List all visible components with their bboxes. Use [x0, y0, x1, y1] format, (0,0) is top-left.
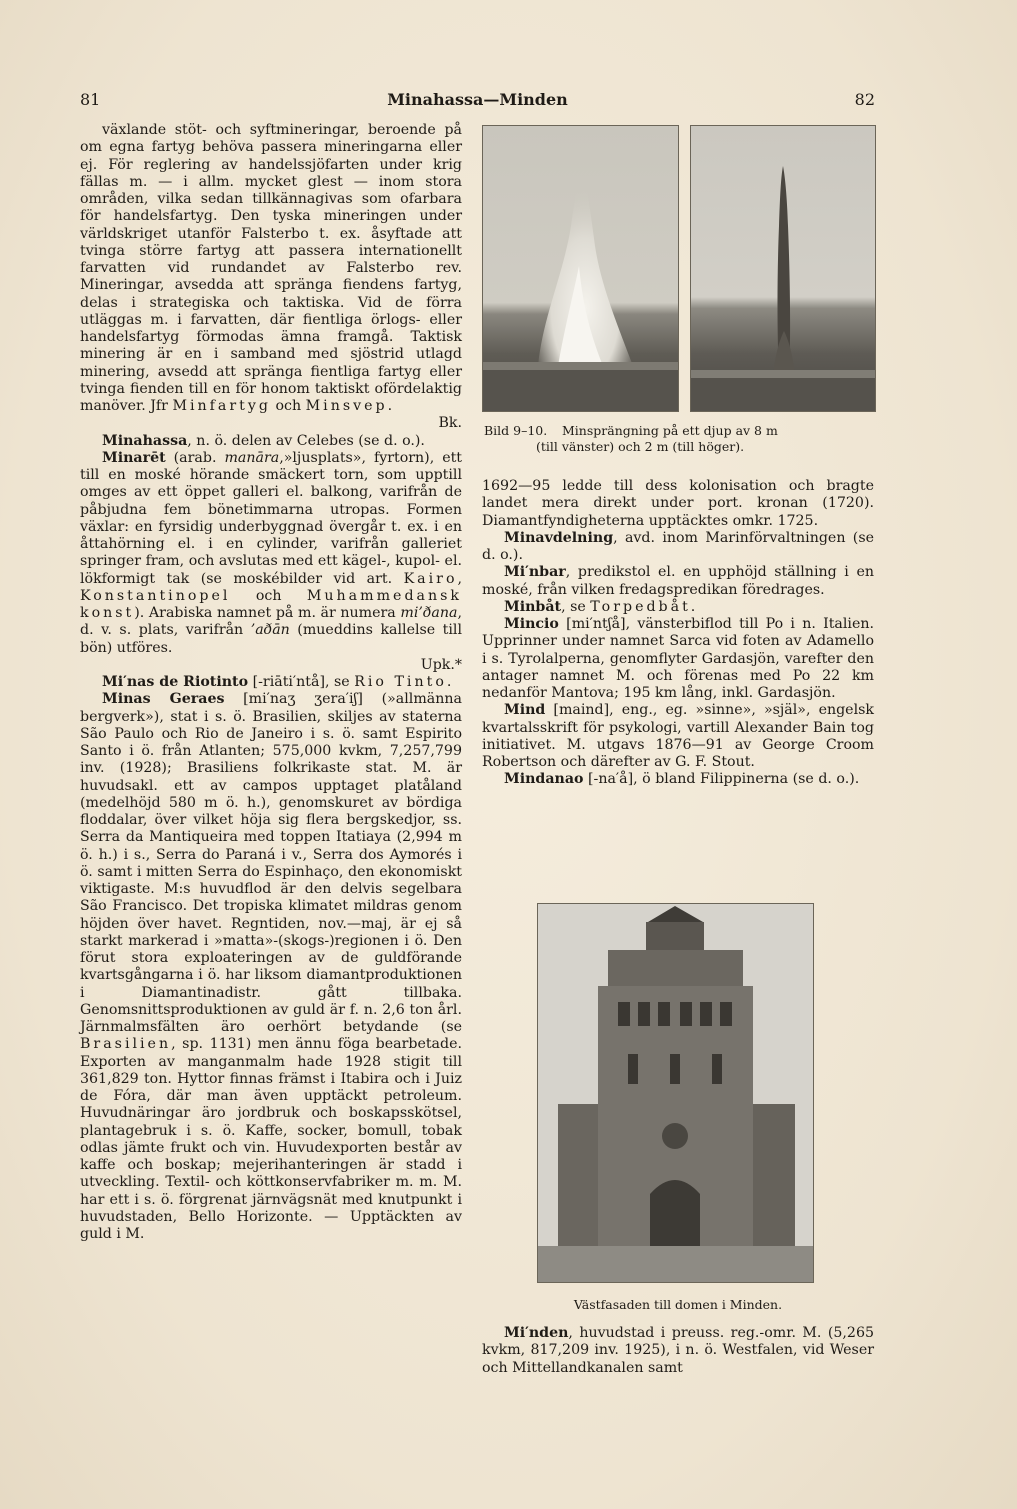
- text-run: ,: [457, 570, 462, 587]
- text-run: och: [230, 587, 307, 604]
- paragraph-p2: [80, 433, 462, 450]
- entry-headword: Mincio: [504, 616, 559, 632]
- running-head: Minahassa—Minden: [387, 90, 568, 109]
- paragraph-r6: [482, 702, 874, 771]
- paragraph-r7: [482, 771, 874, 788]
- right-column: [482, 478, 874, 789]
- text-run: , predikstol el. en upphöjd ställning i en moské, från vilken fredagspredikan föredrages.: [482, 564, 874, 598]
- paragraph-p3: [80, 450, 462, 674]
- cross-reference: Konstantinopel: [80, 587, 231, 604]
- explosion-wide-illustration: [483, 126, 678, 411]
- text-run: [mi′ntʃå], vänsterbiflod till Po i n. Italien. Upprinner under namnet Sarca vid foten av Adamello i s. Tyrolalperna, genomflyter Gardasjön, varefter den antager namnet M. och förenas med Po 22 km nedanför Mantova; 195 km lång, inkl. Gardasjön.: [482, 616, 874, 701]
- page-header: [80, 90, 875, 116]
- paragraph-r5: [482, 616, 874, 702]
- cross-reference: Kairo: [403, 570, 458, 587]
- cross-reference: Brasilien: [80, 1036, 172, 1053]
- left-column: [80, 122, 462, 1243]
- paragraph-r4: [482, 599, 874, 616]
- cross-reference: Rio Tinto: [354, 674, 447, 690]
- page-number-right: 82: [854, 90, 875, 109]
- entry-headword: Mind: [504, 702, 546, 719]
- paragraph-r1: [482, 478, 874, 530]
- text-run: , n. ö. delen av Celebes (se d. o.).: [187, 432, 425, 449]
- entry-headword: Mi′nas de Riotinto: [102, 674, 249, 690]
- text-run: [mai̇nd], eng., eg. »sinne», »själ», engelsk kvartalsskrift för psykologi, vartill Alexander Bain tog initiativet. M. utgavs 1876—91 av George Croom Robertson och därefter av G. F. Stout.: [482, 702, 874, 770]
- text-run: .: [446, 674, 452, 690]
- text-run: [mi′naʒ ʒera′iʃ] (»allmänna bergverk»), stat i s. ö. Brasilien, skiljes av staterna São Paulo och Rio de Janeiro i s. ö. samt Espirito Santo i ö. från Atlanten; 575,000 kvkm, 7,257,799 inv. (1928); Brasiliens folkrikaste stat. M. är huvudsakl. ett av campos upptaget platåland (medelhöjd 580 m ö. h.), genomskuret av bördiga floddalar, över vilket höja sig flera bergskedjor, ss. Serra da Mantiqueira med toppen Itatiaya (2,994 m ö. h.) i s., Serra do Paraná i v., Serra dos Aymorés i ö. samt i mitten Serra do Espinhaço, den ekonomiskt viktigaste. M:s huvudflod är den delvis segelbara São Francisco. Det tropiska klimatet mildras genom höjden över havet. Regntiden, nov.—maj, är ej så starkt markerad i »matta»-(skogs-)regionen i ö. Den förut stora exploateringen av de guldförande kvartsgångarna i ö. har liksom diamantproduktionen i Diamantinadistr. gått tillbaka. Genomsnittsproduktionen av guld är f. n. 2,6 ton årl. Järnmalmsfälten äro oerhört betydande (se: [80, 691, 462, 1035]
- text-run: (arab.: [165, 449, 225, 466]
- photo-mine-explosion-8m: [482, 125, 679, 412]
- right-column-bottom: [482, 1325, 874, 1377]
- text-run: manāra: [224, 449, 280, 466]
- page-number-left: 81: [80, 90, 101, 109]
- text-run: .: [690, 598, 696, 615]
- paragraph-p1: [80, 122, 462, 433]
- paragraph-r2: [482, 530, 874, 565]
- entry-headword: Minbåt: [504, 598, 562, 615]
- figure-caption-line-2: (till vänster) och 2 m (till höger).: [536, 439, 745, 454]
- paragraph-rb1: [482, 1325, 874, 1377]
- entry-headword: Minas Geraes: [102, 691, 225, 708]
- cross-reference: Minsvep: [305, 398, 388, 414]
- photo-mine-explosion-2m: [690, 125, 876, 412]
- cross-reference: Muhammedansk konst: [80, 587, 462, 621]
- text-run: [-riāti′ntå], se: [248, 674, 355, 690]
- figure-caption-explosions: [484, 423, 876, 455]
- author-signature: Upk.*: [420, 656, 462, 673]
- text-run: .: [387, 398, 393, 414]
- entry-headword: Mindanao: [504, 771, 584, 788]
- text-run: ). Arabiska namnet på m. är numera: [134, 605, 401, 621]
- entry-headword: Mi′nbar: [504, 564, 566, 581]
- text-run: växlande stöt- och syftmineringar, beroende på om egna fartyg behöva passera mineringarna eller ej. För reglering av handelssjöfarten under krig fällas m. — i allm. mycket glest — inom stora områden, vilka sedan tillkännagivas som ofarbara för handelsfartyg. Den tyska mineringen under världskriget utanför Falsterbo t. ex. åsyftade att tvinga större fartyg att passera internationellt farvatten vid rundandet av Falsterbo rev. Mineringar, avsedda att spränga fiendens fartyg, delas i strategiska och taktiska. Vid de förra utläggas m. i farvatten, där fientliga örlogs- eller handelsfartyg förmodas ämna framgå. Taktisk minering är en i samband med sjöstrid utlagd minering, avsedd att spränga fientliga fartyg eller tvinga fienden till en för honom taktiskt ofördelaktig manöver. Jfr: [80, 122, 462, 414]
- figure-caption-cathedral: Västfasaden till domen i Minden.: [573, 1297, 783, 1312]
- text-run: , huvudstad i preuss. reg.-omr. M. (5,265 kvkm, 817,209 inv. 1925), i n. ö. Westfalen, vid Weser och Mittellandkanalen samt: [482, 1325, 874, 1376]
- figure-caption-line-1: Minsprängning på ett djup av 8 m: [562, 423, 778, 438]
- author-signature: Bk.: [438, 415, 462, 432]
- text-run: , avd. inom Marinförvaltningen (se d. o.).: [482, 529, 874, 563]
- photo-minden-cathedral: [537, 903, 814, 1283]
- cathedral-illustration: [538, 904, 813, 1282]
- paragraph-r3: [482, 564, 874, 599]
- explosion-column-illustration: [691, 126, 875, 411]
- entry-headword: Minarēt: [102, 449, 166, 466]
- text-run: ’aðān: [250, 622, 290, 639]
- cross-reference: Torpedbåt: [590, 598, 691, 615]
- text-run: ,»ljusplats», fyrtorn), ett till en moské hörande smäckert torn, som upptill omges av ett öppet galleri el. balkong, varifrån de påbjudna fem bönetimmarna utropas. Formen växlar: en fyrsidig underbyggnad övergår t. ex. i en åttahörning el. i en cylinder, varifrån galleriet springer fram, och avslutas med ett kägel-, kupol- el. lökformigt tak (se moskébilder vid art.: [80, 449, 462, 587]
- text-run: 1692—95 ledde till dess kolonisation och bragte landet mera direkt under port. kronan (1720). Diamantfyndigheterna upptäcktes omkr. 1725.: [482, 478, 874, 529]
- text-run: och: [270, 398, 306, 414]
- text-run: (mueddins kallelse till bön) utföres.: [80, 622, 462, 656]
- paragraph-p5: [80, 691, 462, 1243]
- entry-headword: Minahassa: [102, 432, 188, 449]
- figure-label: Bild 9–10.: [484, 423, 548, 438]
- paragraph-p4: [80, 674, 462, 691]
- entry-headword: Mi′nden: [504, 1325, 569, 1341]
- text-run: , sp. 1131) men ännu föga bearbetade. Exporten av manganmalm hade 1928 stigit till 361,829 ton. Hyttor finnas främst i Itabira och i Juiz de Fóra, där man även upptäckt petroleum. Huvudnäringar äro jordbruk och boskapsskötsel, plantagebruk i s. ö. Kaffe, socker, bomull, tobak odlas jämte frukt och vin. Huvudexporten består av kaffe och boskap; mejerihanteringen är stadd i utveckling. Textil- och köttkonservfabriker m. m. M. har ett i s. ö. förgrenat järnvägsnät med knutpunkt i huvudstaden, Bello Horizonte. — Upptäckten av guld i M.: [80, 1036, 462, 1242]
- text-run: , d. v. s. plats, varifrån: [80, 605, 462, 639]
- text-run: , se: [561, 598, 591, 615]
- text-run: [-na′å], ö bland Filippinerna (se d. o.).: [583, 771, 860, 788]
- cross-reference: Minfartyg: [172, 398, 271, 414]
- entry-headword: Minavdelning: [504, 529, 614, 546]
- text-run: mi’ðana: [400, 605, 458, 621]
